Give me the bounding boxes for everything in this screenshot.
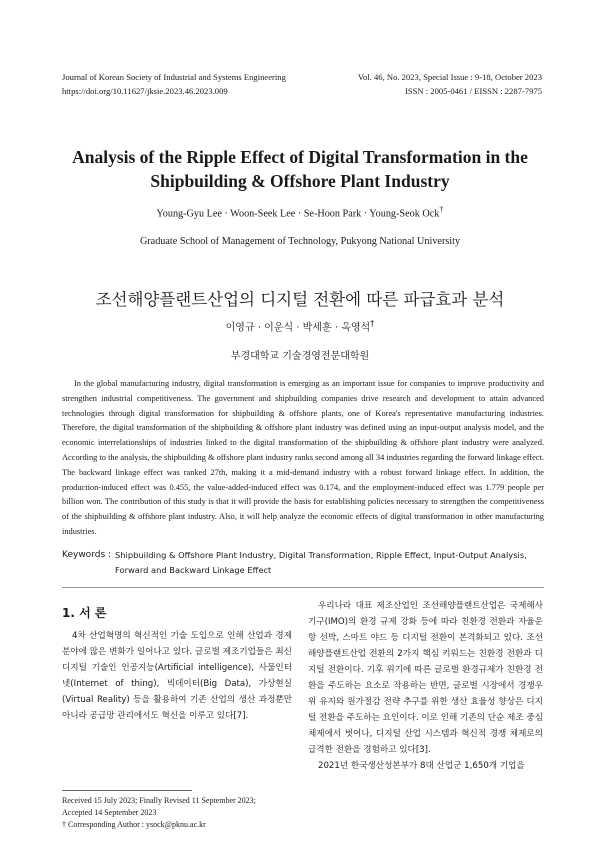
keywords bbox=[62, 548, 544, 578]
journal-header bbox=[62, 70, 286, 98]
korean-corresponding-mark: † bbox=[370, 318, 375, 328]
paper-title bbox=[40, 145, 560, 193]
keywords-text: Shipbuilding & Offshore Plant Industry, Digital Transformation, Ripple Effect, Input-Output Analysis, Forward and Backward Linkage Effect bbox=[115, 550, 527, 575]
journal-name: Journal of Korean Society of Industrial and Systems Engineering bbox=[62, 72, 286, 82]
intro-left-paragraph: 4차 산업혁명의 혁신적인 기술 도입으로 인해 산업과 경제 분야에 많은 변화가 일어나고 있다. 글로벌 제조기업들은 최신 디지털 기술인 인공지능(Artificial intelligence), 사물인터넷(Internet of thing), 빅데이터(Big Data), 가상현실(Virtual Reality) 등을 활용하여 기존 산업의 생산 과정뿐만 아니라 공급망 관리에서도 혁신을 이루고 있다[7]. bbox=[62, 631, 292, 721]
author-list bbox=[40, 204, 560, 219]
korean-title: 조선해양플랜트산업의 디지털 전환에 따른 파급효과 분석 bbox=[95, 290, 505, 309]
footnote-received: Received 15 July 2023; Finally Revised 11 September 2023; bbox=[62, 796, 256, 805]
footnote-accepted: Accepted 14 September 2023 bbox=[62, 808, 157, 817]
footnote-corresponding: † Corresponding Author : ysock@pknu.ac.kr bbox=[62, 820, 206, 829]
footnote-rule bbox=[62, 790, 192, 791]
title-line-2: Shipbuilding & Offshore Plant Industry bbox=[150, 171, 450, 191]
korean-author-list bbox=[40, 318, 560, 333]
title-line-1: Analysis of the Ripple Effect of Digital Transformation in the bbox=[72, 147, 528, 167]
issn-info: ISSN : 2005-0461 / EISSN : 2287-7975 bbox=[404, 86, 542, 96]
volume-header bbox=[358, 70, 542, 98]
volume-info: Vol. 46, No. 2023, Special Issue : 9-18, October 2023 bbox=[357, 72, 542, 82]
intro-right-paragraph-2: 2021년 한국생산성본부가 8대 산업군 1,650개 기업을 bbox=[318, 761, 525, 771]
author-names: Young-Gyu Lee · Woon-Seek Lee · Se-Hoon Park · Young-Seok Ock bbox=[156, 208, 440, 220]
korean-author-names: 이영규 · 이운식 · 박세훈 · 옥영석 bbox=[225, 322, 371, 334]
korean-affiliation: 부경대학교 기술경영전문대학원 bbox=[230, 351, 370, 362]
section-heading: 1. 서 론 bbox=[62, 606, 107, 620]
footnote bbox=[62, 795, 294, 831]
section-divider bbox=[62, 587, 544, 588]
keywords-label: Keywords : bbox=[62, 550, 112, 560]
intro-right-column bbox=[308, 598, 543, 774]
corresponding-mark: † bbox=[439, 204, 444, 214]
intro-right-paragraph-1: 우리나라 대표 제조산업인 조선해양플랜트산업은 국제해사기구(IMO)의 환경 규제 강화 등에 따라 친환경 전환과 자율운항 선박, 스마트 야드 등 디지털 전환이 본격화되고 있다. 조선해양플랜트산업 전환의 2가지 핵심 키워드는 친환경 전환과 디지털 전환이다. 기후 위기에 따른 글로벌 환경규제가 친환경 전환을 주도하는 요소로 작용하는 반면, 글로벌 시장에서 경쟁우위 유지와 원가절감 전략 추구를 위한 생산 효율성 향상은 디지털 전환을 주도하는 요인이다. 이로 인해 기존의 단순 제조 중심 체제에서 벗어나, 디지털 산업 시스템과 혁신적 경쟁 체제로의 급격한 전환을 경험하고 있다[3]. bbox=[308, 601, 543, 755]
doi-link[interactable]: https://doi.org/10.11627/jksie.2023.46.2023.009 bbox=[62, 86, 228, 96]
affiliation: Graduate School of Management of Technology, Pukyong National University bbox=[139, 236, 461, 247]
abstract: In the global manufacturing industry, digital transformation is emerging as an important issue for companies to improve productivity and strengthen industrial competitiveness. The government and shipbuilding companies drive research and development to attain advanced technologies through digital transformation for shipbuilding & offshore plants, one of Korea's representative manufacturing industries. Therefore, the digital transformation of the shipbuilding & offshore plant industry was defined using an input-output analysis model, and the economic interrelationships of industries linked to the digital transformation of the shipbuilding & offshore plant industry were analyzed. According to the analysis, the shipbuilding & offshore plant industry ranks second among all 34 industries regarding the forward linkage effect. The backward linkage effect was ranked 27th, making it a mid-demand industry with a robust forward linkage effect. In addition, the production-induced effect was 0.455, the value-added-induced effect was 0.174, and the employment-induced effect was 1.779 people per billion won. The contribution of this study is that it will provide the basis for establishing policies necessary to strengthen the competitiveness of the shipbuilding & offshore plant industry. Also, it will help analyze the economic effects of digital transformation in other manufacturing industries. bbox=[62, 379, 544, 536]
